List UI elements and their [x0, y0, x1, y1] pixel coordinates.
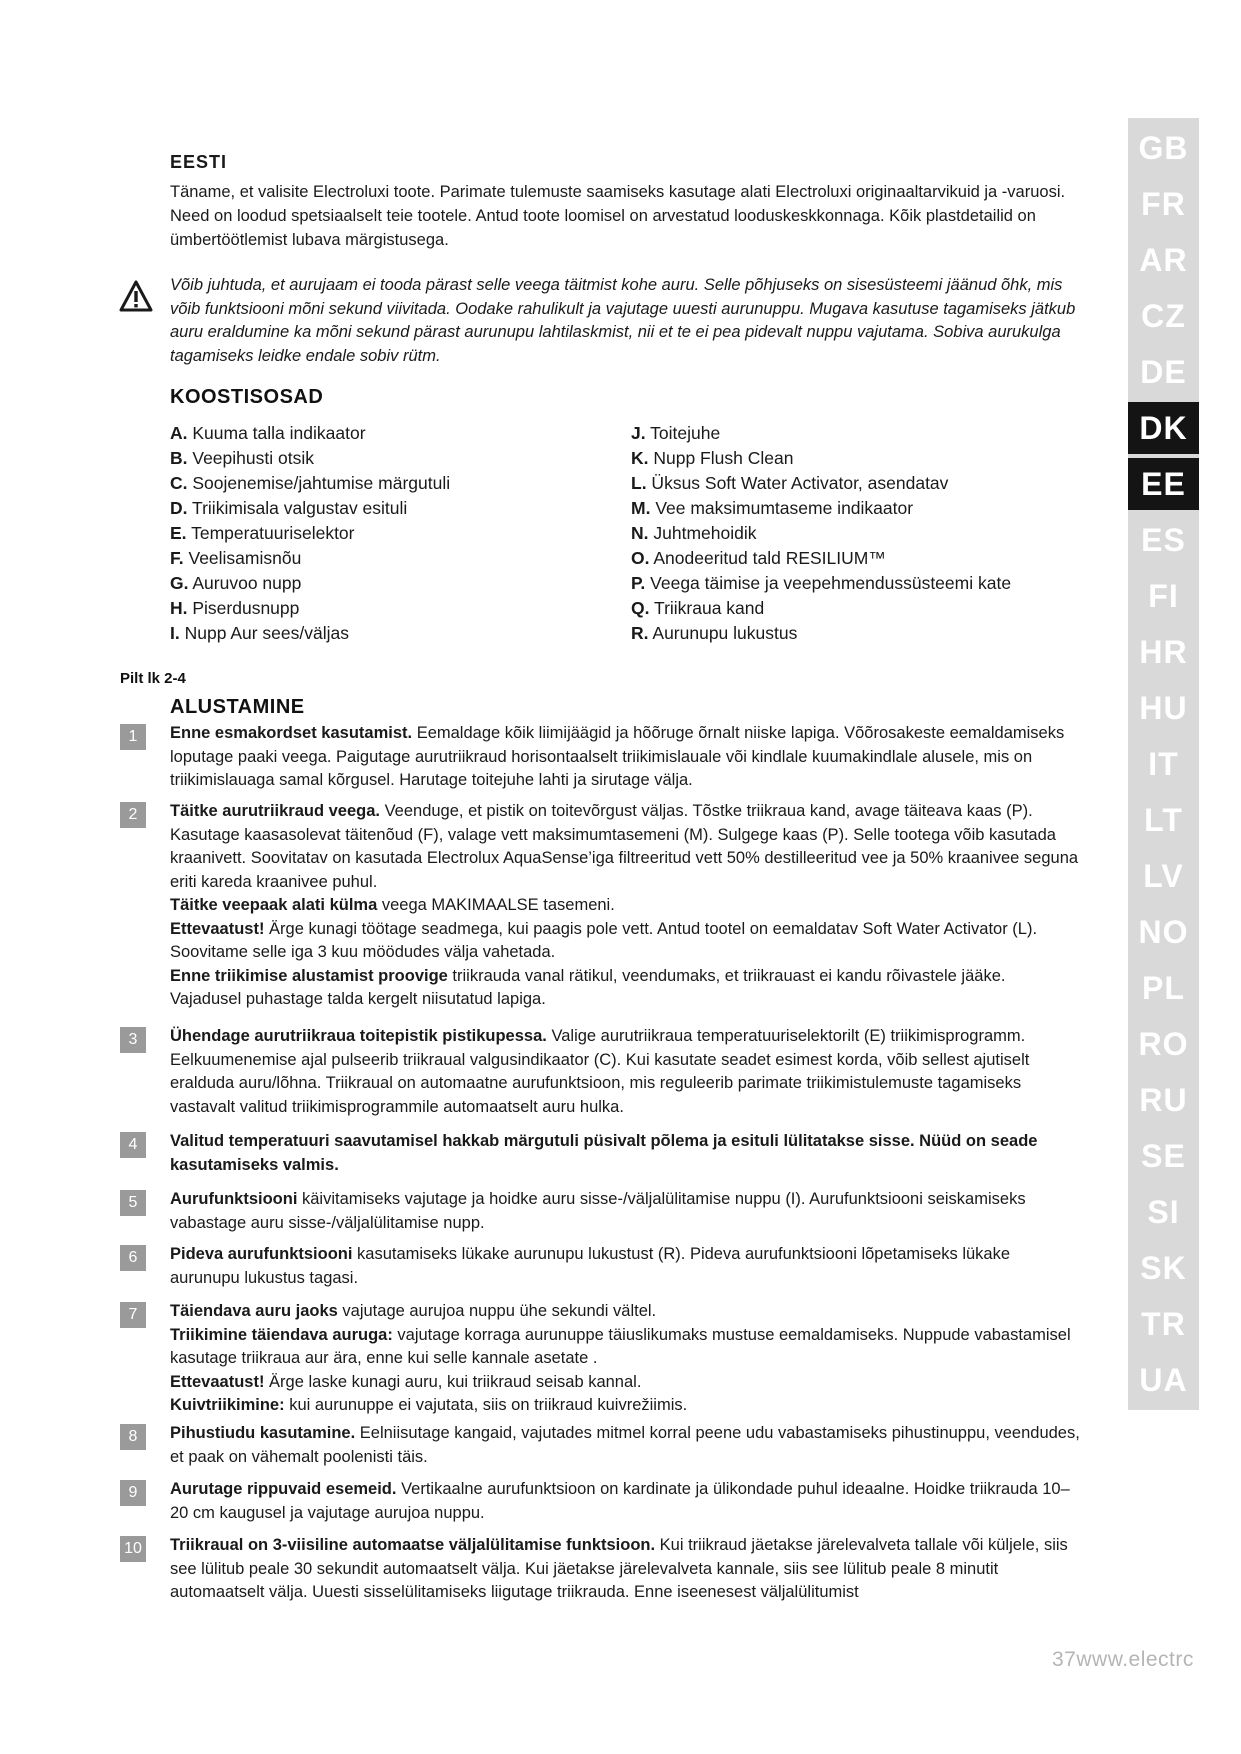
- step-number-badge: 2: [120, 802, 146, 828]
- component-letter: B.: [170, 448, 188, 468]
- component-label: Kuuma talla indikaator: [187, 423, 366, 443]
- component-label: Veega täimise ja veepehmendussüsteemi kate: [645, 573, 1012, 593]
- component-letter: L.: [631, 473, 647, 493]
- component-item: [170, 546, 450, 571]
- step-paragraph: [170, 1188, 1080, 1235]
- lang-tab-ee[interactable]: EE: [1128, 458, 1199, 510]
- component-letter: J.: [631, 423, 646, 443]
- step-lead: Triikraual on 3-viisiline automaatse väljalülitamise funktsioon.: [170, 1536, 656, 1554]
- start-heading: ALUSTAMINE: [170, 696, 305, 718]
- step-body-text: kasutamiseks lükake aurunupu lukustust (R). Pideva aurufunktsiooni lõpetamiseks lükake aurunupu lukustus tagasi.: [170, 1245, 1011, 1287]
- step-text: [170, 1422, 1080, 1469]
- lang-tab-dk[interactable]: DK: [1128, 402, 1199, 454]
- lang-tab-hu[interactable]: HU: [1139, 689, 1188, 726]
- step-text: [170, 1243, 1080, 1290]
- component-label: Anodeeritud tald RESILIUM™: [649, 548, 886, 568]
- step-lead: Pihustiudu kasutamine.: [170, 1424, 356, 1442]
- step-lead: Aurutage rippuvaid esemeid.: [170, 1480, 397, 1498]
- component-label: Piserdusnupp: [187, 598, 300, 618]
- components-list-left: [170, 421, 450, 646]
- step-text: [170, 800, 1080, 1012]
- component-label: Veelisamisnõu: [183, 548, 302, 568]
- figure-reference: Pilt lk 2-4: [120, 670, 186, 687]
- component-label: Veepihusti otsik: [187, 448, 314, 468]
- intro-paragraph: Täname, et valisite Electroluxi toote. Parimate tulemuste saamiseks kasutage alati Electroluxi originaaltarvikuid ja -varuosi. Need on loodud spetsiaalselt teie tootele. Antud toote loomisel on arvestatud looduskeskkonnaga. Kõik plastdetailid on ümbertöötlemist lubava märgistusega.: [170, 183, 1066, 249]
- lang-tab-lv[interactable]: LV: [1143, 857, 1184, 894]
- component-item: [170, 571, 450, 596]
- step-paragraph: [170, 800, 1080, 894]
- component-letter: O.: [631, 548, 650, 568]
- lang-tab-hr[interactable]: HR: [1139, 633, 1188, 670]
- component-letter: M.: [631, 498, 651, 518]
- step-body-text: Veenduge, et pistik on toitevõrgust väljas. Tõstke triikraua kand, avage täiteava kaas (P). Kasutage kaasasolevat täitenõud (F), valage vett maksimumtasemeni (M). Sulgege kaas (P). Selle tootega võib kasutada kraanivett. Soovitatav on kasutada Electrolux AquaSense’iga filtreeritud vett 50% destilleeritud vee ja 50% kraanivee seguna eriti kareda kraanivee puhul.: [170, 802, 1079, 891]
- lang-tab-de[interactable]: DE: [1140, 353, 1187, 390]
- step-lead: Pideva aurufunktsiooni: [170, 1245, 353, 1263]
- component-item: [631, 471, 1011, 496]
- step-lead: Triikimine täiendava auruga:: [170, 1325, 393, 1344]
- step-body-text: Ärge laske kunagi auru, kui triikraud seisab kannal.: [264, 1372, 642, 1391]
- page-footer: 37www.electrc: [1052, 1648, 1194, 1671]
- step-lead: Enne esmakordset kasutamist.: [170, 724, 413, 742]
- component-label: Triikimisala valgustav esituli: [187, 498, 408, 518]
- step-paragraph: [170, 894, 1080, 918]
- component-item: [631, 596, 1011, 621]
- component-item: [631, 496, 1011, 521]
- lang-tab-fi[interactable]: FI: [1148, 577, 1179, 614]
- lang-tab-ro[interactable]: RO: [1138, 1025, 1189, 1062]
- lang-tab-si[interactable]: SI: [1147, 1193, 1180, 1230]
- step-body-text: Ärge kunagi töötage seadmega, kui paagis pole vett. Antud tootel on eemaldatav Soft Water Activator (L). Soovitame selle iga 3 kuu möödudes välja vahetada.: [170, 919, 1038, 961]
- lang-tab-gb[interactable]: GB: [1138, 129, 1189, 166]
- step-lead: Valitud temperatuuri saavutamisel hakkab märgutuli püsivalt põlema ja esituli lülitatakse sisse. Nüüd on seade kasutamiseks valmis.: [170, 1132, 1038, 1174]
- lang-tab-lt[interactable]: LT: [1144, 801, 1183, 838]
- step-number-badge: 5: [120, 1190, 146, 1216]
- step-number-badge: 3: [120, 1027, 146, 1053]
- step-text: [170, 1130, 1080, 1177]
- step-lead: Kuivtriikimine:: [170, 1396, 285, 1414]
- component-item: [170, 596, 450, 621]
- step-body-text: vajutage korraga aurunuppe täiuslikumaks mustuse eemaldamiseks. Nuppude vabastamisel kasutage triikraua aur ära, enne kui selle kannale asetate .: [170, 1325, 1071, 1367]
- step-text: [170, 1025, 1080, 1119]
- component-item: [631, 446, 1011, 471]
- step-text: [170, 1300, 1080, 1418]
- lang-tab-fr[interactable]: FR: [1141, 185, 1186, 222]
- component-letter: R.: [631, 623, 649, 643]
- component-item: [631, 621, 1011, 646]
- step-paragraph: [170, 1300, 1080, 1324]
- component-letter: C.: [170, 473, 188, 493]
- step-body-text: vajutage aurujoa nuppu ühe sekundi vältel.: [337, 1302, 657, 1320]
- step-lead: Täiendava auru jaoks: [170, 1302, 338, 1320]
- component-label: Toitejuhe: [645, 423, 721, 443]
- component-label: Auruvoo nupp: [188, 573, 302, 593]
- lang-tab-it[interactable]: IT: [1148, 745, 1179, 782]
- lang-tab-ru[interactable]: RU: [1139, 1081, 1188, 1118]
- language-title: EESTI: [170, 152, 228, 172]
- component-letter: F.: [170, 548, 184, 568]
- lang-tab-ar[interactable]: AR: [1139, 241, 1188, 278]
- component-label: Soojenemise/jahtumise märgutuli: [187, 473, 451, 493]
- component-label: Triikraua kand: [649, 598, 765, 618]
- component-label: Nupp Aur sees/väljas: [179, 623, 349, 643]
- step-number-badge: 1: [120, 724, 146, 750]
- component-letter: A.: [170, 423, 188, 443]
- lang-tab-tr[interactable]: TR: [1141, 1305, 1186, 1342]
- component-letter: Q.: [631, 598, 650, 618]
- lang-tab-sk[interactable]: SK: [1140, 1249, 1187, 1286]
- lang-tab-cz[interactable]: CZ: [1141, 297, 1186, 334]
- warning-paragraph: Võib juhtuda, et aurujaam ei tooda pärast selle veega täitmist kohe auru. Selle põhjuseks on sisesüsteemi jäänud õhk, mis võib funktsiooni mõni sekund viivitada. Oodake rahulikult ja vajutage uuesti aurunuppu. Mugava kasutuse tagamiseks jätkub auru eraldumine ka mõni sekund pärast aurunupu lahtilaskmist, nii et te ei pea pidevalt nuppu vajutama. Sobiva aurukulga tagamiseks leidke endale sobiv rütm.: [170, 276, 1076, 365]
- step-paragraph: [170, 1025, 1080, 1119]
- component-item: [631, 571, 1011, 596]
- component-label: Juhtmehoidik: [648, 523, 757, 543]
- components-list-right: [631, 421, 1011, 646]
- step-paragraph: [170, 1478, 1080, 1525]
- component-item: [170, 621, 450, 646]
- step-paragraph: [170, 1394, 1080, 1418]
- component-letter: P.: [631, 573, 646, 593]
- component-label: Nupp Flush Clean: [648, 448, 794, 468]
- step-lead: Aurufunktsiooni: [170, 1190, 298, 1208]
- component-item: [170, 421, 450, 446]
- component-item: [170, 446, 450, 471]
- step-body-text: Eelniisutage kangaid, vajutades mitmel korral peene udu vabastamiseks pihustinuppu, veendudes, et paak on vähemalt poolenisti täis.: [170, 1424, 1080, 1466]
- step-body-text: käivitamiseks vajutage ja hoidke auru sisse-/väljalülitamise nuppu (I). Aurufunktsiooni seiskamiseks vabastage auru sisse-/väljalülitamise nupp.: [170, 1190, 1026, 1232]
- component-letter: I.: [170, 623, 180, 643]
- step-text: [170, 1478, 1080, 1525]
- step-body-text: Eemaldage kõik liimijäägid ja hõõruge õrnalt niiske lapiga. Võõrosakeste eemaldamiseks loputage paaki veega. Paigutage aurutriikraud horisontaalselt triikimislauale või kindlale kuumakindlale alusele, mis on triikimislauaga samal kõrgusel. Harutage toitejuhe lahti ja sirutage välja.: [170, 724, 1065, 789]
- step-paragraph: [170, 1130, 1080, 1177]
- lang-tab-pl[interactable]: PL: [1142, 969, 1185, 1006]
- component-letter: N.: [631, 523, 649, 543]
- step-number-badge: 9: [120, 1480, 146, 1506]
- step-number-badge: 8: [120, 1424, 146, 1450]
- components-heading: KOOSTISOSAD: [170, 386, 324, 408]
- step-lead: Ettevaatust!: [170, 1372, 265, 1391]
- lang-tab-ua[interactable]: UA: [1139, 1361, 1188, 1398]
- component-item: [170, 496, 450, 521]
- step-paragraph: [170, 1324, 1080, 1371]
- step-paragraph: [170, 1371, 1080, 1395]
- language-tab-strip: [1128, 118, 1199, 1410]
- step-paragraph: [170, 1243, 1080, 1290]
- step-number-badge: 4: [120, 1132, 146, 1158]
- step-paragraph: [170, 722, 1080, 793]
- step-paragraph: [170, 1422, 1080, 1469]
- component-letter: E.: [170, 523, 187, 543]
- step-text: [170, 722, 1080, 793]
- step-body-text: veega MAKIMAALSE tasemeni.: [377, 896, 615, 914]
- component-label: Üksus Soft Water Activator, asendatav: [646, 473, 949, 493]
- step-lead: Enne triikimise alustamist proovige: [170, 966, 448, 985]
- component-item: [631, 421, 1011, 446]
- step-lead: Ettevaatust!: [170, 919, 265, 938]
- component-label: Temperatuuriselektor: [186, 523, 355, 543]
- component-item: [170, 471, 450, 496]
- step-lead: Täitke aurutriikraud veega.: [170, 802, 380, 820]
- step-paragraph: [170, 1534, 1080, 1605]
- lang-tab-se[interactable]: SE: [1141, 1137, 1186, 1174]
- lang-tab-es[interactable]: ES: [1141, 521, 1186, 558]
- step-number-badge: 6: [120, 1245, 146, 1271]
- component-label: Aurunupu lukustus: [648, 623, 798, 643]
- step-lead: Täitke veepaak alati külma: [170, 896, 378, 914]
- component-letter: K.: [631, 448, 649, 468]
- step-number-badge: 7: [120, 1302, 146, 1328]
- step-body-text: Vertikaalne aurufunktsioon on kardinate ja ülikondade puhul ideaalne. Hoidke triikrauda 10–20 cm kaugusel ja vajutage aurujoa nuppu.: [170, 1480, 1070, 1522]
- lang-tab-no[interactable]: NO: [1138, 913, 1189, 950]
- component-letter: H.: [170, 598, 188, 618]
- component-letter: D.: [170, 498, 188, 518]
- step-text: [170, 1188, 1080, 1235]
- step-lead: Ühendage aurutriikraua toitepistik pistikupessa.: [170, 1027, 547, 1045]
- step-paragraph: [170, 918, 1080, 965]
- component-item: [170, 521, 450, 546]
- step-body-text: triikrauda vanal rätikul, veendumaks, et triikrauast ei kandu rõivastele jääke. Vajadusel puhastage talda kergelt niisutatud lapiga.: [170, 966, 1006, 1008]
- step-body-text: Valige aurutriikraua temperatuuriselektorilt (E) triikimisprogramm. Eelkuumenemise ajal pulseerib triikraual valgusindikaator (C). Kui kasutate seadet esimest korda, võib sellest ajutiselt eralduda auru/lõhna. Triikraual on automaatne aurufunktsioon, mis reguleerib parimate triikimistulemuste tagamiseks vastavalt valitud triikimisprogrammile automaatselt auru hulka.: [170, 1027, 1030, 1116]
- component-letter: G.: [170, 573, 189, 593]
- component-label: Vee maksimumtaseme indikaator: [650, 498, 914, 518]
- component-item: [631, 521, 1011, 546]
- warning-triangle-icon: [119, 280, 153, 312]
- step-body-text: Kui triikraud jäetakse järelevalveta tallale või küljele, siis see lülitub peale 30 sekundit automaatselt välja. Kui jäetakse järelevalveta kannale, siis see lülitub peale 8 minutit automaatselt välja. Uuesti sisselülitamiseks liigutage triikrauda. Enne iseenesest väljalülitumist: [170, 1536, 1068, 1601]
- step-number-badge: 10: [120, 1536, 146, 1562]
- step-body-text: kui aurunuppe ei vajutata, siis on triikraud kuivrežiimis.: [284, 1396, 688, 1414]
- component-item: [631, 546, 1011, 571]
- step-text: [170, 1534, 1080, 1605]
- step-paragraph: [170, 965, 1080, 1012]
